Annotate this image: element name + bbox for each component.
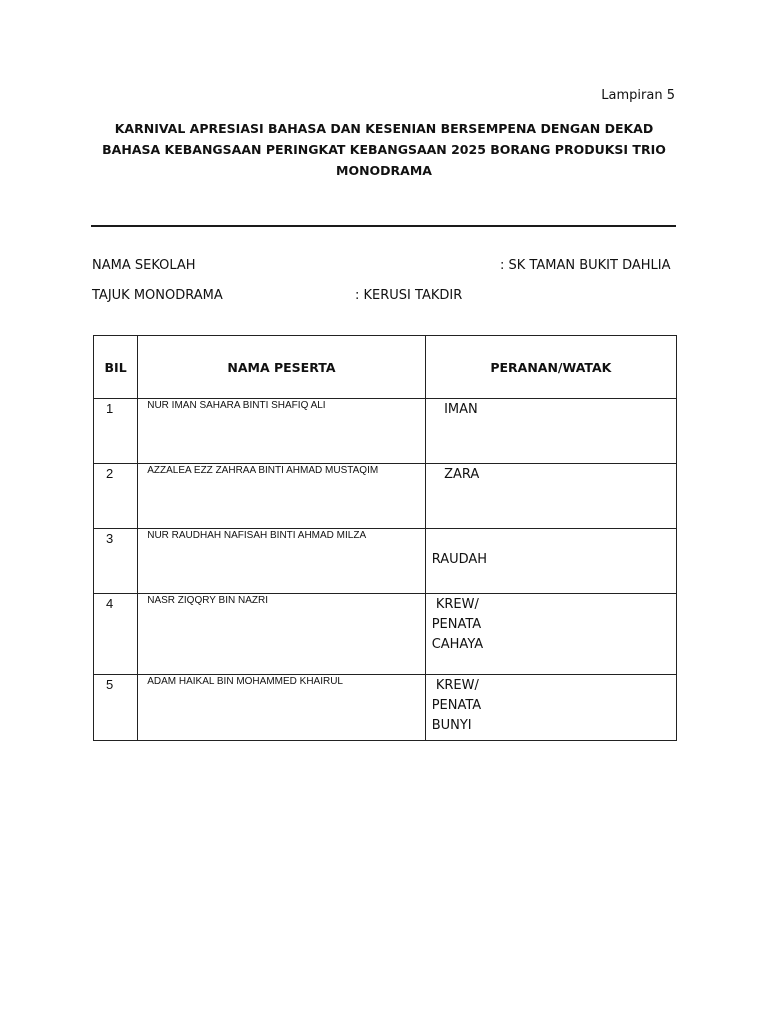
lampiran-label: Lampiran 5 (601, 88, 675, 103)
peranan-line: PENATA (431, 617, 482, 632)
row-peranan-watak (425, 675, 676, 741)
header-nama-peserta: NAMA PESERTA (138, 336, 425, 399)
table-row (94, 399, 677, 464)
row-peranan-watak (425, 464, 676, 529)
row-peranan-watak (425, 399, 676, 464)
row-nama-peserta: NUR IMAN SAHARA BINTI SHAFIQ ALI (138, 399, 425, 464)
row-nama-peserta: NUR RAUDHAH NAFISAH BINTI AHMAD MILZA (138, 529, 425, 594)
nama-sekolah-label: NAMA SEKOLAH (92, 258, 196, 273)
tajuk-monodrama-value: : KERUSI TAKDIR (355, 288, 463, 303)
document-title (88, 118, 680, 181)
peranan-line: RAUDAH (431, 552, 488, 567)
table-row (94, 594, 677, 675)
peranan-line (432, 530, 676, 550)
title-line-3: MONODRAMA (336, 163, 432, 178)
table-row (94, 675, 677, 741)
row-nama-peserta: ADAM HAIKAL BIN MOHAMMED KHAIRUL (138, 675, 425, 741)
row-bil: 4 (94, 594, 138, 675)
peranan-line: CAHAYA (431, 637, 484, 652)
nama-sekolah-value: : SK TAMAN BUKIT DAHLIA (500, 258, 671, 273)
row-bil: 1 (94, 399, 138, 464)
horizontal-rule (91, 225, 676, 227)
table-row (94, 464, 677, 529)
peranan-line: KREW/ (431, 678, 479, 693)
peranan-line: PENATA (431, 698, 482, 713)
peranan-line: KREW/ (431, 597, 479, 612)
row-bil: 3 (94, 529, 138, 594)
table-header-row (94, 336, 677, 399)
row-peranan-watak (425, 594, 676, 675)
title-line-1: KARNIVAL APRESIASI BAHASA DAN KESENIAN BERSEMPENA DENGAN DEKAD (114, 121, 654, 136)
peranan-line: IMAN (431, 402, 478, 417)
peranan-line: BUNYI (431, 718, 472, 733)
row-bil: 5 (94, 675, 138, 741)
peranan-line: ZARA (431, 467, 480, 482)
title-line-2: BAHASA KEBANGSAAN PERINGKAT KEBANGSAAN 2025 BORANG PRODUKSI TRIO (102, 142, 666, 157)
row-peranan-watak (425, 529, 676, 594)
row-nama-peserta: NASR ZIQQRY BIN NAZRI (138, 594, 425, 675)
header-bil: BIL (94, 336, 138, 399)
row-bil: 2 (94, 464, 138, 529)
table-row (94, 529, 677, 594)
row-nama-peserta: AZZALEA EZZ ZAHRAA BINTI AHMAD MUSTAQIM (138, 464, 425, 529)
participant-table (93, 335, 677, 741)
header-peranan-watak: PERANAN/WATAK (425, 336, 676, 399)
tajuk-monodrama-label: TAJUK MONODRAMA (92, 288, 223, 303)
